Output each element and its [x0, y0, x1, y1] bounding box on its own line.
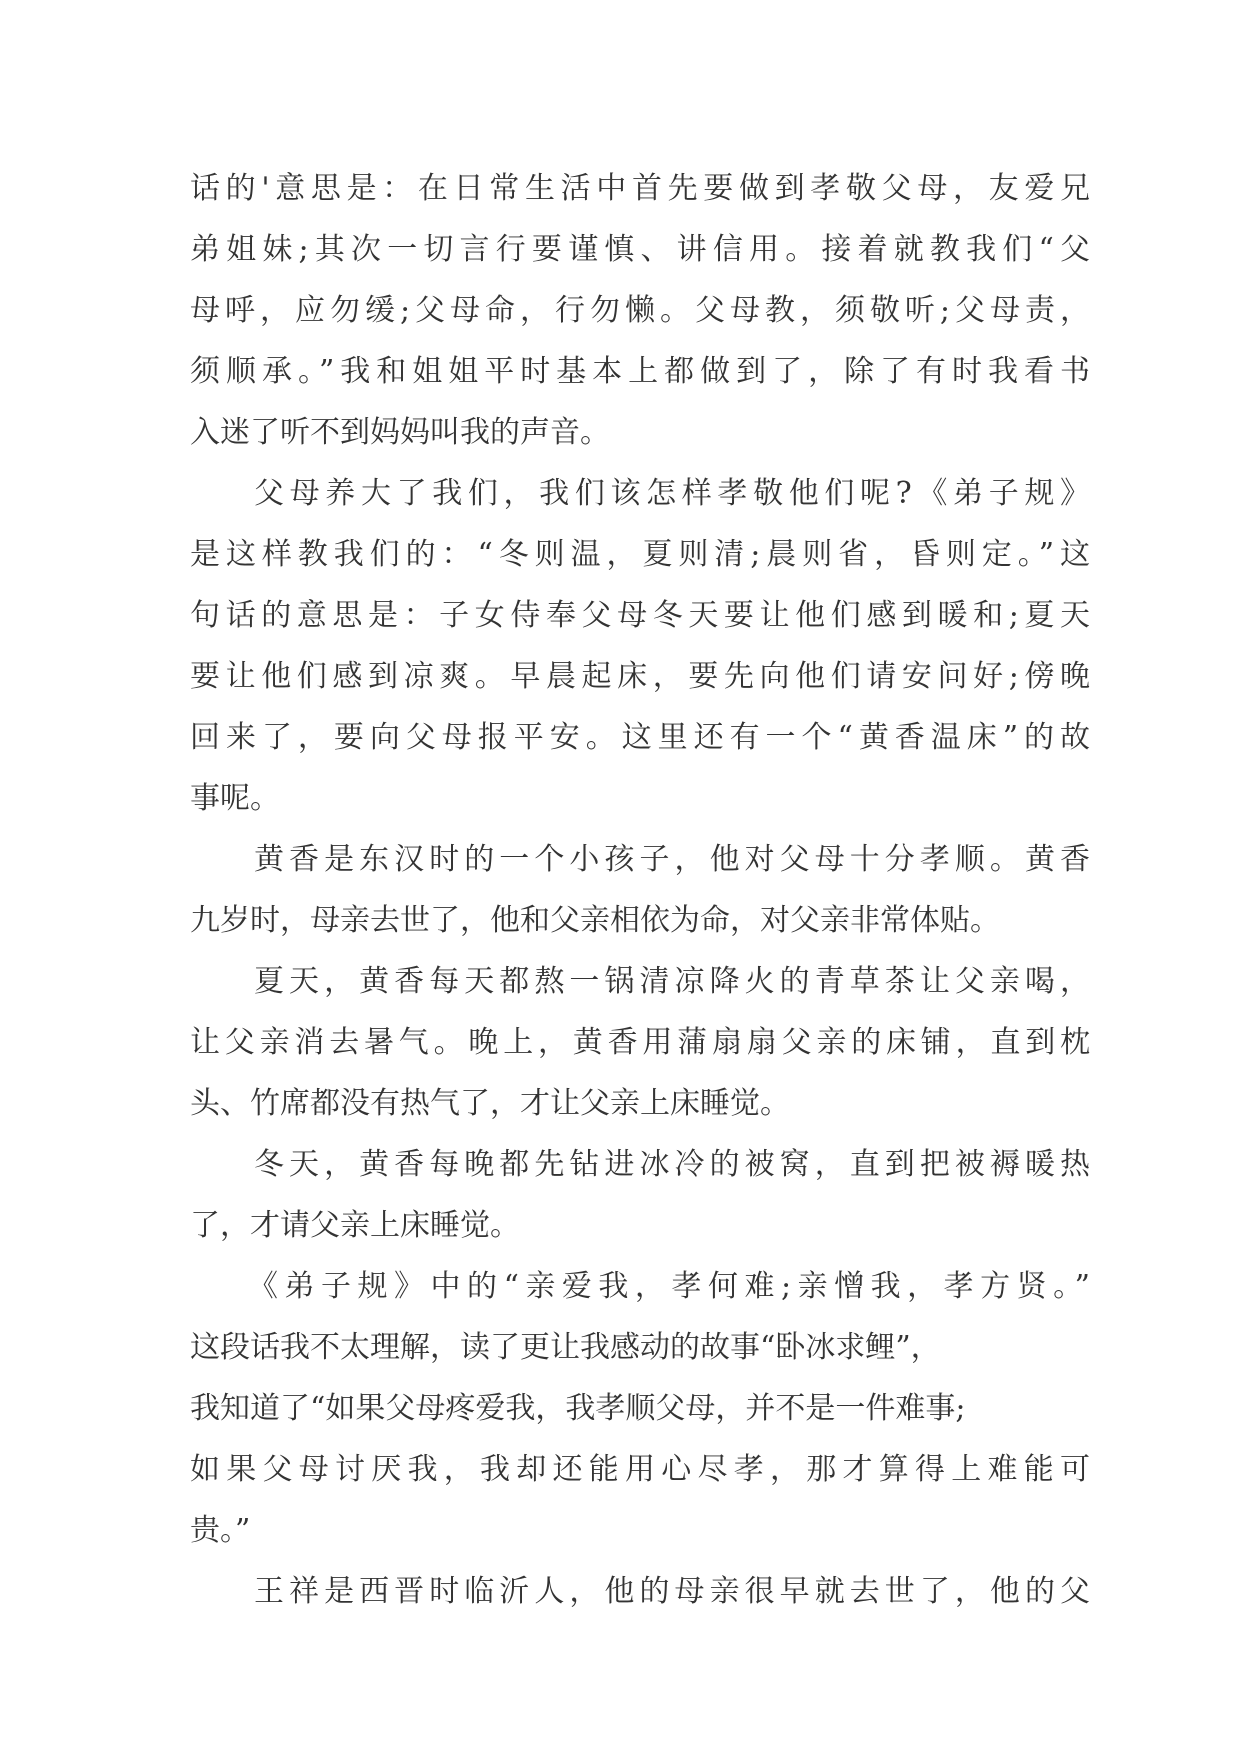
text-line: 如果父母讨厌我，我却还能用心尽孝，那才算得上难能可 [190, 1452, 1090, 1487]
text-line: 是这样教我们的：“冬则温，夏则清;晨则省，昏则定。”这 [190, 537, 1090, 572]
text-line: 回来了，要向父母报平安。这里还有一个“黄香温床”的故 [190, 720, 1090, 755]
text-line: 贵。” [190, 1513, 251, 1548]
text-line: 弟姐妹;其次一切言行要谨慎、讲信用。接着就教我们“父 [190, 232, 1090, 267]
text-line: 这段话我不太理解，读了更让我感动的故事“卧冰求鲤”， [190, 1330, 941, 1365]
text-line: 须顺承。”我和姐姐平时基本上都做到了，除了有时我看书 [190, 354, 1090, 389]
text-line: 事呢。 [190, 781, 280, 816]
paragraph-first-line: 黄香是东汉时的一个小孩子，他对父母十分孝顺。黄香 [254, 842, 1090, 877]
paragraph-first-line: 夏天，黄香每天都熬一锅清凉降火的青草茶让父亲喝， [254, 964, 1090, 999]
text-line: 母呼，应勿缓;父母命，行勿懒。父母教，须敬听;父母责， [190, 293, 1090, 328]
document-body [190, 158, 1090, 1622]
paragraph-first-line: 《弟子规》中的“亲爱我，孝何难;亲憎我，孝方贤。” [248, 1269, 1090, 1304]
text-line: 话的'意思是：在日常生活中首先要做到孝敬父母，友爱兄 [190, 171, 1090, 206]
text-line: 让父亲消去暑气。晚上，黄香用蒲扇扇父亲的床铺，直到枕 [190, 1025, 1090, 1060]
text-line: 句话的意思是：子女侍奉父母冬天要让他们感到暖和;夏天 [190, 598, 1090, 633]
text-line: 要让他们感到凉爽。早晨起床，要先向他们请安问好;傍晚 [190, 659, 1090, 694]
text-line: 我知道了“如果父母疼爱我，我孝顺父母，并不是一件难事; [190, 1391, 966, 1426]
paragraph-first-line: 王祥是西晋时临沂人，他的母亲很早就去世了，他的父 [254, 1574, 1090, 1609]
paragraph-first-line: 父母养大了我们，我们该怎样孝敬他们呢?《弟子规》 [254, 476, 1090, 511]
text-line: 了，才请父亲上床睡觉。 [190, 1208, 520, 1243]
text-line: 九岁时，母亲去世了，他和父亲相依为命，对父亲非常体贴。 [190, 903, 1000, 938]
text-line: 入迷了听不到妈妈叫我的声音。 [190, 415, 610, 450]
text-line: 头、竹席都没有热气了，才让父亲上床睡觉。 [190, 1086, 790, 1121]
paragraph-first-line: 冬天，黄香每晚都先钻进冰冷的被窝，直到把被褥暖热 [254, 1147, 1090, 1182]
